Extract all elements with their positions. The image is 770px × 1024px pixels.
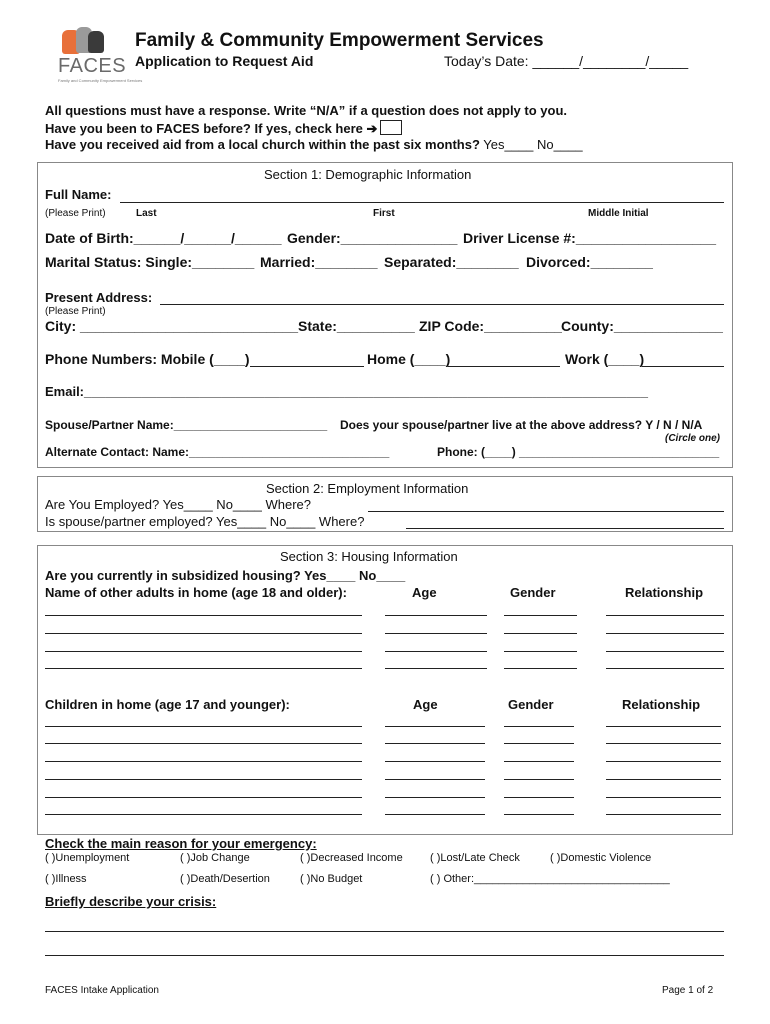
state-field[interactable]: State:__________: [298, 318, 415, 334]
first-name-hint: First: [373, 208, 395, 219]
adult-relationship-line[interactable]: [606, 615, 724, 616]
spouse-employed-where-field[interactable]: [406, 528, 724, 529]
spouse-name-field[interactable]: Spouse/Partner Name:_______________________: [45, 418, 328, 432]
child-gender-line[interactable]: [504, 726, 574, 727]
todays-date-field[interactable]: Today’s Date: ______/________/_____: [444, 53, 689, 69]
church-aid-label: Have you received aid from a local church within the past six months?: [45, 137, 480, 152]
marital-separated-field[interactable]: Separated:________: [384, 254, 519, 270]
child-age-line[interactable]: [385, 814, 485, 815]
spouse-address-question[interactable]: Does your spouse/partner live at the above address? Y / N / N/A: [340, 418, 703, 432]
reason-other[interactable]: ( ) Other:________________________________: [430, 873, 670, 885]
child-name-line[interactable]: [45, 743, 362, 744]
adult-age-line[interactable]: [385, 668, 487, 669]
adult-age-line[interactable]: [385, 651, 487, 652]
middle-initial-hint: Middle Initial: [588, 208, 649, 219]
children-label: Children in home (age 17 and younger):: [45, 697, 290, 712]
children-gender-header: Gender: [508, 697, 554, 712]
phone-work-field[interactable]: [642, 366, 724, 367]
child-gender-line[interactable]: [504, 797, 574, 798]
reason-no-budget[interactable]: ( )No Budget: [300, 873, 363, 885]
child-relationship-line[interactable]: [606, 779, 721, 780]
crisis-line-2[interactable]: [45, 955, 724, 956]
full-name-label: Full Name:: [45, 187, 112, 202]
child-name-line[interactable]: [45, 797, 362, 798]
logo-tagline: Family and Community Empowerment Services: [58, 78, 143, 83]
reason-lost-late-check[interactable]: ( )Lost/Late Check: [430, 852, 520, 864]
driver-license-field[interactable]: Driver License #:__________________: [463, 230, 716, 246]
child-gender-line[interactable]: [504, 743, 574, 744]
adult-age-line[interactable]: [385, 633, 487, 634]
child-age-line[interactable]: [385, 761, 485, 762]
footer-page-number: Page 1 of 2: [662, 985, 714, 996]
been-before-checkbox[interactable]: [380, 120, 402, 135]
logo-text: FACES: [58, 55, 127, 77]
crisis-line-1[interactable]: [45, 931, 724, 932]
subsidized-housing-question[interactable]: Are you currently in subsidized housing? Yes____ No____: [45, 568, 406, 583]
marital-divorced-field[interactable]: Divorced:________: [526, 254, 653, 270]
page-title: Family & Community Empowerment Services: [135, 30, 544, 51]
child-gender-line[interactable]: [504, 779, 574, 780]
intro-instructions: All questions must have a response. Write “N/A” if a question does not apply to you.: [45, 103, 568, 118]
child-gender-line[interactable]: [504, 814, 574, 815]
section1-title: Section 1: Demographic Information: [264, 167, 472, 182]
logo-hand-dark: [88, 31, 104, 53]
children-relationship-header: Relationship: [622, 697, 701, 712]
church-aid-options[interactable]: Yes____ No____: [479, 137, 583, 152]
reason-unemployment[interactable]: ( )Unemployment: [45, 852, 130, 864]
present-address-label: Present Address:: [45, 290, 153, 305]
reason-illness[interactable]: ( )Illness: [45, 873, 87, 885]
children-age-header: Age: [413, 697, 438, 712]
phone-home-field[interactable]: [448, 366, 560, 367]
county-field[interactable]: County:______________: [561, 318, 723, 334]
please-print-hint: (Please Print): [45, 208, 106, 219]
please-print-hint-2: (Please Print): [45, 306, 106, 317]
adult-relationship-line[interactable]: [606, 633, 724, 634]
circle-one-hint: (Circle one): [665, 433, 721, 444]
footer-doc-name: FACES Intake Application: [45, 985, 159, 996]
child-relationship-line[interactable]: [606, 726, 721, 727]
adult-gender-line[interactable]: [504, 651, 577, 652]
child-age-line[interactable]: [385, 797, 485, 798]
phone-mobile-label: Phone Numbers: Mobile (____): [45, 351, 250, 367]
phone-home-label: Home (____): [367, 351, 451, 367]
child-relationship-line[interactable]: [606, 743, 721, 744]
child-name-line[interactable]: [45, 779, 362, 780]
adult-relationship-line[interactable]: [606, 668, 724, 669]
adults-gender-header: Gender: [510, 585, 556, 600]
child-name-line[interactable]: [45, 814, 362, 815]
reason-job-change[interactable]: ( )Job Change: [180, 852, 250, 864]
child-relationship-line[interactable]: [606, 761, 721, 762]
crisis-heading: Briefly describe your crisis:: [45, 894, 217, 909]
church-aid-question: [45, 137, 583, 152]
adults-relationship-header: Relationship: [625, 585, 704, 600]
adult-age-line[interactable]: [385, 615, 487, 616]
reason-domestic-violence[interactable]: ( )Domestic Violence: [550, 852, 652, 864]
section2-title: Section 2: Employment Information: [266, 481, 469, 496]
been-before-label: Have you been to FACES before? If yes, check here ➔: [45, 121, 378, 136]
reason-death-desertion[interactable]: ( )Death/Desertion: [180, 873, 270, 885]
child-name-line[interactable]: [45, 726, 362, 727]
alternate-phone-field[interactable]: Phone: (____) ______________________________: [437, 445, 720, 459]
adult-gender-line[interactable]: [504, 668, 577, 669]
adult-name-line[interactable]: [45, 633, 362, 634]
child-relationship-line[interactable]: [606, 797, 721, 798]
email-field[interactable]: Email:______________________________________________________________________________: [45, 384, 648, 399]
alternate-contact-field[interactable]: Alternate Contact: Name:______________________________: [45, 445, 390, 459]
page-subtitle: Application to Request Aid: [135, 53, 314, 69]
adult-name-line[interactable]: [45, 668, 362, 669]
child-name-line[interactable]: [45, 761, 362, 762]
reason-decreased-income[interactable]: ( )Decreased Income: [300, 852, 403, 864]
adult-gender-line[interactable]: [504, 615, 577, 616]
marital-single-field[interactable]: Marital Status: Single:________: [45, 254, 255, 270]
child-gender-line[interactable]: [504, 761, 574, 762]
spouse-employed-question[interactable]: Is spouse/partner employed? Yes____ No____ Where?: [45, 514, 365, 529]
zip-field[interactable]: ZIP Code:__________: [419, 318, 562, 334]
adults-age-header: Age: [412, 585, 437, 600]
last-name-hint: Last: [136, 208, 157, 219]
full-name-field[interactable]: [120, 202, 724, 203]
dob-field[interactable]: Date of Birth:______/______/______: [45, 230, 282, 246]
adult-name-line[interactable]: [45, 651, 362, 652]
adults-label: Name of other adults in home (age 18 and older):: [45, 585, 347, 600]
section3-title: Section 3: Housing Information: [280, 549, 458, 564]
present-address-field[interactable]: [160, 304, 724, 305]
phone-work-label: Work (____): [565, 351, 645, 367]
employed-question[interactable]: Are You Employed? Yes____ No____ Where?: [45, 497, 311, 512]
gender-field[interactable]: Gender:_______________: [287, 230, 458, 246]
adult-gender-line[interactable]: [504, 633, 577, 634]
child-relationship-line[interactable]: [606, 814, 721, 815]
child-age-line[interactable]: [385, 743, 485, 744]
child-age-line[interactable]: [385, 726, 485, 727]
adult-name-line[interactable]: [45, 615, 362, 616]
phone-mobile-field[interactable]: [250, 366, 364, 367]
city-field[interactable]: City: ____________________________: [45, 318, 299, 334]
marital-married-field[interactable]: Married:________: [260, 254, 378, 270]
child-age-line[interactable]: [385, 779, 485, 780]
employed-where-field[interactable]: [368, 511, 724, 512]
been-before-question: [45, 120, 402, 137]
emergency-heading: Check the main reason for your emergency:: [45, 836, 317, 851]
adult-relationship-line[interactable]: [606, 651, 724, 652]
